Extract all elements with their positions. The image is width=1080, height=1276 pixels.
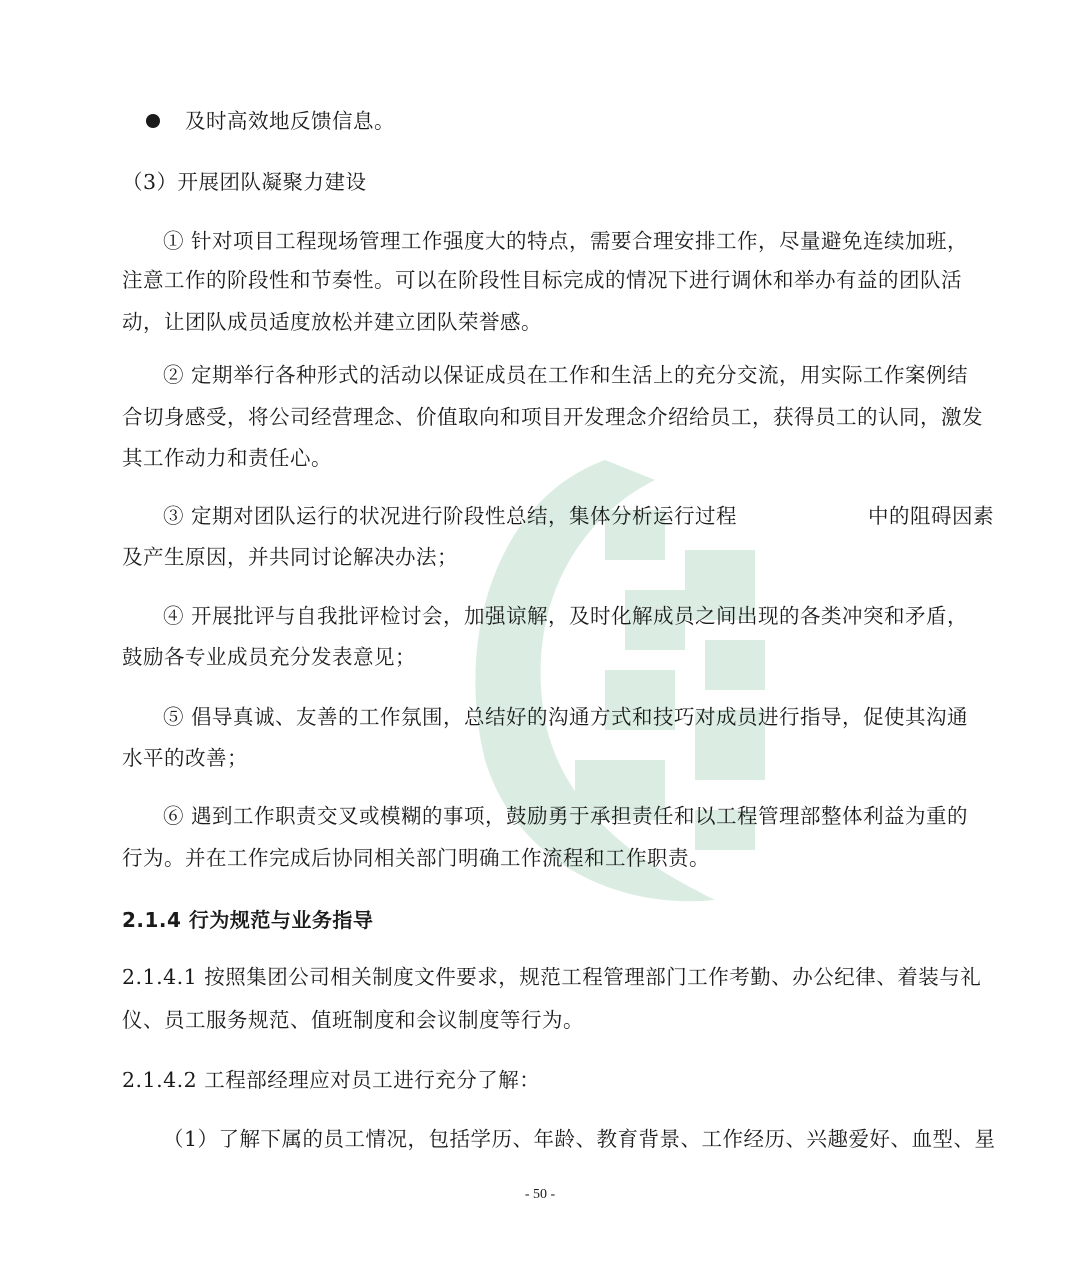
sub-item-1: （1）了解下属的员工情况，包括学历、年龄、教育背景、工作经历、兴趣爱好、血型、星 [163,1127,996,1151]
para-2141-line-2: 仪、员工服务规范、值班制度和会议制度等行为。 [122,1008,584,1032]
item-4-line-1: ④ 开展批评与自我批评检讨会，加强谅解，及时化解成员之间出现的各类冲突和矛盾， [163,604,969,628]
para-2142: 2.1.4.2 工程部经理应对员工进行充分了解： [122,1068,541,1092]
item-4-line-2: 鼓励各专业成员充分发表意见； [122,645,416,669]
section-heading: 2.1.4 行为规范与业务指导 [122,908,374,932]
bullet-dot-icon [146,114,160,128]
item-5-line-2: 水平的改善； [122,746,248,770]
item-2-line-1: ② 定期举行各种形式的活动以保证成员在工作和生活上的充分交流，用实际工作案例结 [163,363,969,387]
item-1-line-1: ① 针对项目工程现场管理工作强度大的特点，需要合理安排工作，尽量避免连续加班， [163,229,969,253]
item-2-line-3: 其工作动力和责任心。 [122,446,332,470]
item-2-line-2: 合切身感受，将公司经营理念、价值取向和项目开发理念介绍给员工，获得员工的认同，激发 [122,405,983,429]
page-number: - 50 - [524,1187,556,1202]
item-3-line-1-right: 中的阻碍因素 [868,504,994,528]
para-2141-line-1: 2.1.4.1 按照集团公司相关制度文件要求，规范工程管理部门工作考勤、办公纪律、着装与礼 [122,965,982,989]
item-6-line-2: 行为。并在工作完成后协同相关部门明确工作流程和工作职责。 [122,846,710,870]
item-5-line-1: ⑤ 倡导真诚、友善的工作氛围，总结好的沟通方式和技巧对成员进行指导，促使其沟通 [163,705,969,729]
section-title: （3）开展团队凝聚力建设 [122,170,367,194]
bullet-text: 及时高效地反馈信息。 [185,109,395,133]
item-3-line-2: 及产生原因，并共同讨论解决办法； [122,545,458,569]
item-1-line-2: 注意工作的阶段性和节奏性。可以在阶段性目标完成的情况下进行调休和举办有益的团队活 [122,268,962,292]
item-3-line-1-left: ③ 定期对团队运行的状况进行阶段性总结，集体分析运行过程 [163,504,738,528]
item-1-line-3: 动，让团队成员适度放松并建立团队荣誉感。 [122,310,542,334]
item-6-line-1: ⑥ 遇到工作职责交叉或模糊的事项，鼓励勇于承担责任和以工程管理部整体利益为重的 [163,804,969,828]
